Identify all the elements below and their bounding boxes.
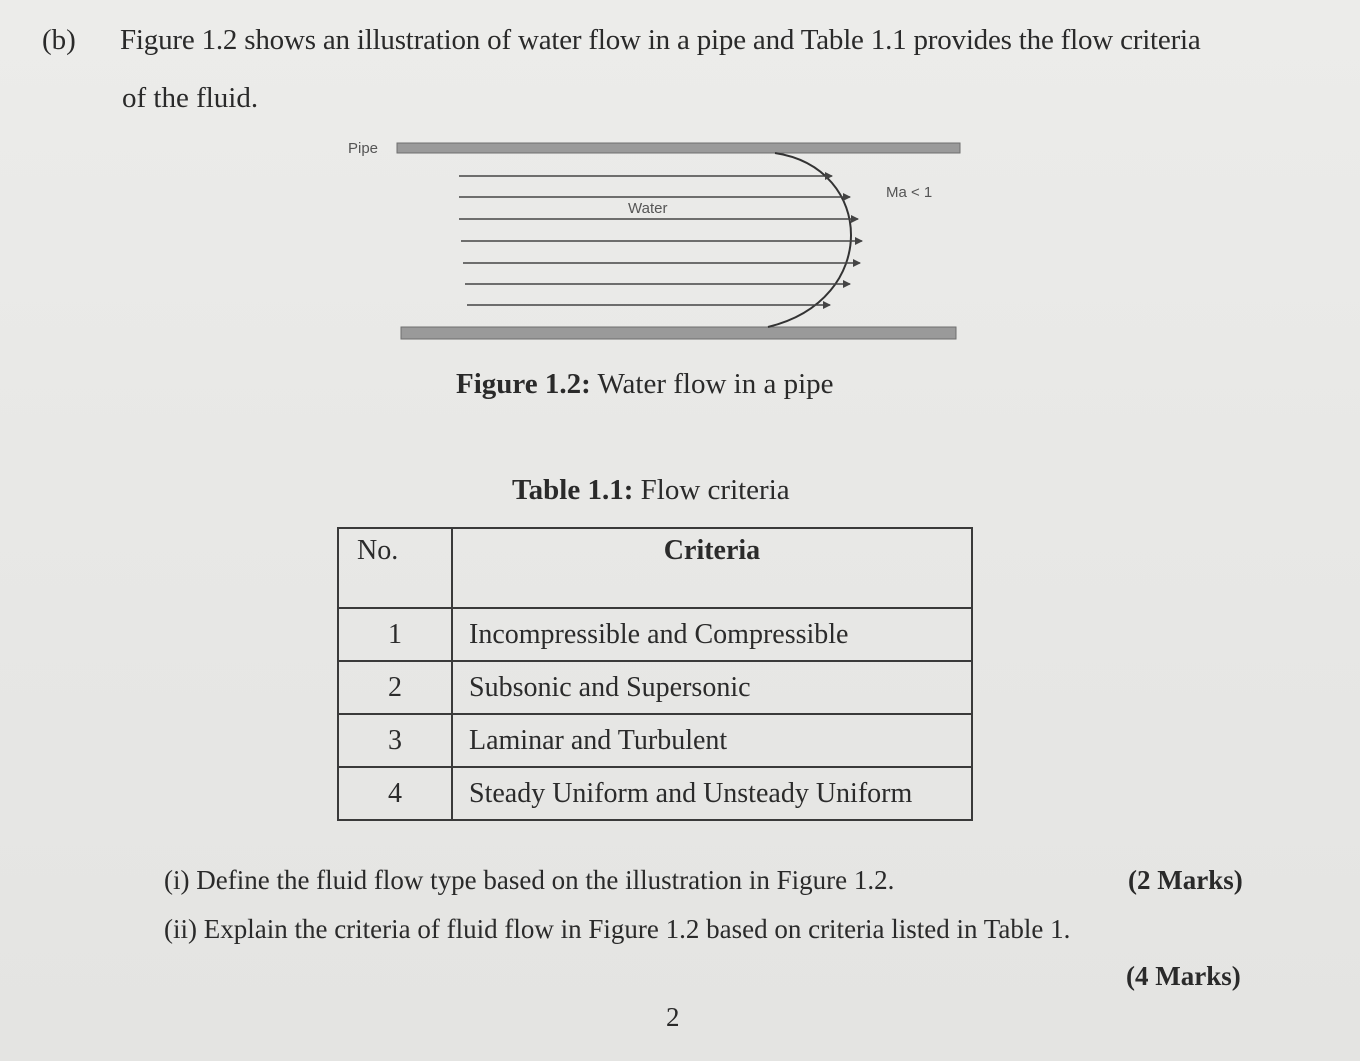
page-number: 2 bbox=[666, 1002, 680, 1032]
header-no: No. bbox=[338, 528, 452, 608]
row-criteria: Steady Uniform and Unsteady Uniform bbox=[452, 767, 972, 820]
flow-streamlines bbox=[459, 176, 862, 305]
sub-question-ii: (ii) Explain the criteria of fluid flow in Figure 1.2 based on criteria listed in Table 1. bbox=[164, 914, 1071, 944]
table-title bbox=[512, 474, 790, 507]
row-number: 1 bbox=[338, 608, 452, 661]
table-row bbox=[338, 714, 972, 767]
velocity-profile-curve bbox=[768, 153, 851, 327]
sub-question-i: (i) Define the fluid flow type based on the illustration in Figure 1.2. bbox=[164, 865, 895, 895]
table-row bbox=[338, 661, 972, 714]
question-text-line1: Figure 1.2 shows an illustration of water flow in a pipe and Table 1.1 provides the flow criteria bbox=[120, 24, 1201, 56]
water-label: Water bbox=[628, 200, 668, 217]
figure-caption-number: Figure 1.2: bbox=[456, 368, 591, 400]
header-criteria: Criteria bbox=[452, 528, 972, 608]
question-text-line2: of the fluid. bbox=[122, 82, 259, 114]
marks-i: (2 Marks) bbox=[1128, 865, 1243, 895]
table-row bbox=[338, 767, 972, 820]
pipe-label: Pipe bbox=[348, 140, 379, 157]
row-number: 3 bbox=[338, 714, 452, 767]
row-number: 2 bbox=[338, 661, 452, 714]
table-title-number: Table 1.1: bbox=[512, 474, 634, 506]
mach-number-label: Ma < 1 bbox=[886, 184, 933, 201]
row-criteria: Laminar and Turbulent bbox=[452, 714, 972, 767]
pipe-bottom-wall bbox=[401, 327, 956, 339]
row-number: 4 bbox=[338, 767, 452, 820]
question-label: (b) bbox=[42, 24, 76, 56]
figure-caption bbox=[456, 368, 834, 401]
row-criteria: Incompressible and Compressible bbox=[452, 608, 972, 661]
row-criteria: Subsonic and Supersonic bbox=[452, 661, 972, 714]
table-row bbox=[338, 608, 972, 661]
figure-caption-text: Water flow in a pipe bbox=[590, 368, 834, 400]
pipe-top-wall bbox=[397, 143, 960, 153]
table-title-text: Flow criteria bbox=[633, 474, 790, 506]
marks-ii: (4 Marks) bbox=[1126, 961, 1241, 991]
pipe-flow-figure bbox=[0, 0, 1360, 360]
flow-criteria-table bbox=[337, 527, 973, 821]
table-header-row bbox=[338, 528, 972, 608]
